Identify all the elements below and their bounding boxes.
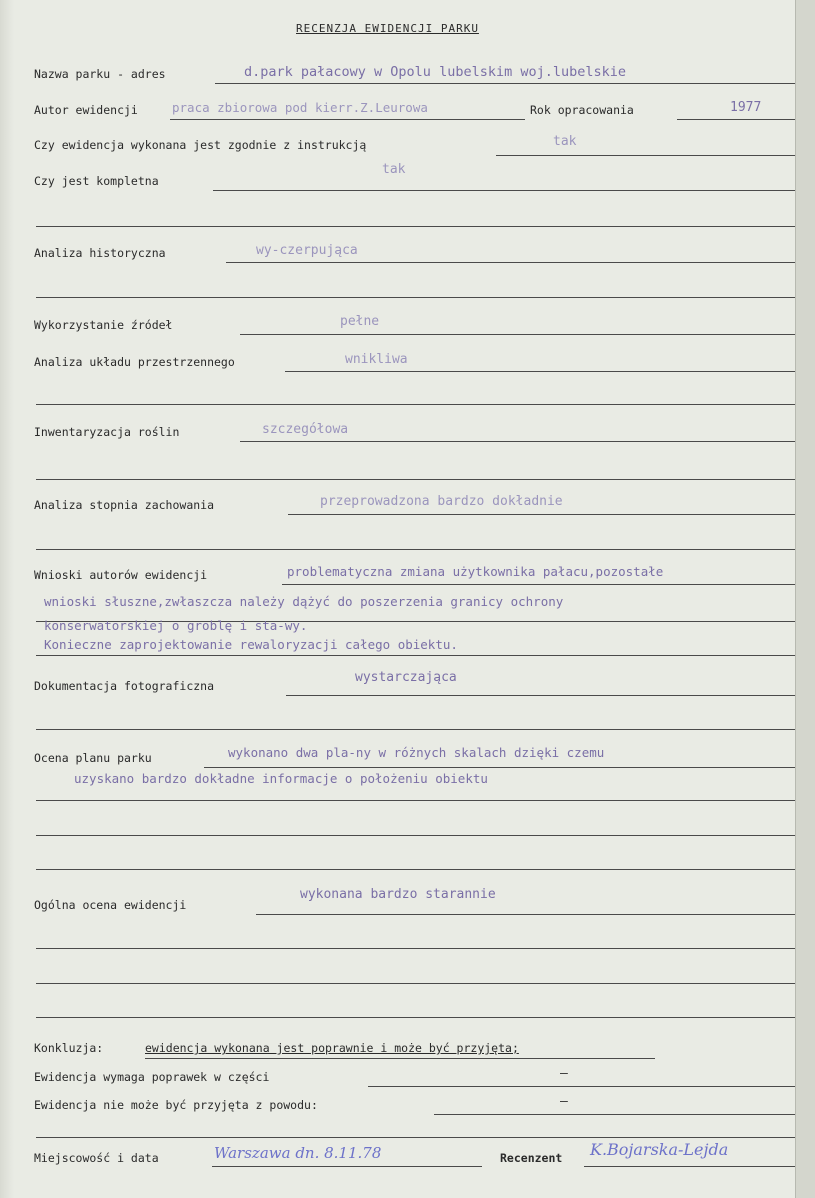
reviewer-line	[584, 1166, 795, 1167]
corrections-value: —	[560, 1066, 568, 1081]
plan-label: Ocena planu parku	[34, 751, 152, 765]
corrections-label: Ewidencja wymaga poprawek w części	[34, 1070, 270, 1084]
plants-line	[240, 441, 795, 442]
blank-line-3	[36, 404, 795, 405]
conclusions-line-1	[282, 584, 795, 585]
rejection-line	[434, 1114, 795, 1115]
blank-line-10	[36, 983, 795, 984]
plan-line-1	[204, 767, 795, 768]
rejection-label: Ewidencja nie może być przyjęta z powodu:	[34, 1098, 318, 1112]
park-name-value: d.park pałacowy w Opolu lubelskim woj.lubelskie	[244, 64, 627, 80]
layout-label: Analiza układu przestrzennego	[34, 355, 235, 369]
complete-label: Czy jest kompletna	[34, 174, 159, 188]
blank-line-4	[36, 479, 795, 480]
conclusions-line-3	[36, 655, 795, 656]
paper-left-shadow	[0, 0, 14, 1198]
preservation-value: przeprowadzona bardzo dokładnie	[320, 494, 563, 509]
place-date-value: Warszawa dn. 8.11.78	[214, 1144, 382, 1162]
form-title: RECENZJA EWIDENCJI PARKU	[296, 22, 479, 35]
complete-value: tak	[382, 162, 406, 177]
blank-line-1	[36, 226, 795, 227]
photo-doc-line	[286, 695, 795, 696]
preservation-label: Analiza stopnia zachowania	[34, 498, 215, 512]
year-label: Rok opracowania	[530, 103, 634, 117]
blank-line-5	[36, 549, 795, 550]
conclusions-text-2: wnioski słuszne,zwłaszcza należy dążyć do poszerzenia granicy ochrony	[44, 594, 564, 609]
paper-right-edge	[795, 0, 815, 1198]
plan-text-1: wykonano dwa pla-ny w różnych skalach dzięki czemu	[228, 745, 605, 760]
plan-line-2	[36, 800, 795, 801]
year-line	[677, 119, 795, 120]
photo-doc-value: wystarczająca	[355, 670, 457, 685]
historical-line	[226, 262, 795, 263]
overall-value: wykonana bardzo starannie	[300, 887, 496, 902]
conclusions-text-1: problematyczna zmiana użytkownika pałacu,pozostałe	[287, 564, 664, 579]
blank-line-8	[36, 869, 795, 870]
sources-label: Wykorzystanie źródeł	[34, 318, 173, 332]
conclusion-label: Konkluzja:	[34, 1041, 104, 1055]
place-date-line	[212, 1166, 482, 1167]
author-label: Autor ewidencji	[34, 103, 138, 117]
blank-line-11	[36, 1017, 795, 1018]
conclusions-text-3: konserwatorskiej o groblę i sta-wy.	[44, 618, 308, 633]
plan-text-2: uzyskano bardzo dokładne informacje o położeniu obiektu	[74, 771, 488, 786]
overall-line	[256, 914, 795, 915]
instruction-label: Czy ewidencja wykonana jest zgodnie z instrukcją	[34, 138, 367, 152]
corrections-line	[368, 1086, 795, 1087]
historical-value: wy-czerpująca	[256, 243, 358, 258]
overall-label: Ogólna ocena ewidencji	[34, 898, 187, 912]
blank-line-7	[36, 835, 795, 836]
conclusions-label: Wnioski autorów ewidencji	[34, 568, 208, 582]
sources-value: pełne	[340, 314, 380, 329]
conclusion-text: ewidencja wykonana jest poprawnie i może być przyjęta;	[145, 1041, 519, 1055]
historical-label: Analiza historyczna	[34, 246, 166, 260]
blank-line-9	[36, 948, 795, 949]
blank-line-2	[36, 297, 795, 298]
instruction-value: tak	[553, 134, 577, 149]
preservation-line	[288, 514, 795, 515]
place-date-label: Miejscowość i data	[34, 1151, 159, 1165]
reviewer-signature: K.Bojarska-Lejda	[590, 1140, 729, 1159]
blank-line-12	[36, 1137, 795, 1138]
sources-line	[240, 334, 795, 335]
plants-value: szczegółowa	[262, 422, 349, 437]
year-value: 1977	[730, 100, 762, 115]
instruction-line	[496, 155, 795, 156]
blank-line-6	[36, 729, 795, 730]
complete-line	[213, 190, 795, 191]
layout-value: wnikliwa	[345, 352, 408, 367]
conclusions-text-4: Konieczne zaprojektowanie rewaloryzacji całego obiektu.	[44, 637, 458, 652]
author-line	[170, 119, 525, 120]
author-value: praca zbiorowa pod kierr.Z.Leurowa	[172, 100, 428, 115]
photo-doc-label: Dokumentacja fotograficzna	[34, 679, 215, 693]
reviewer-label: Recenzent	[500, 1151, 563, 1165]
plants-label: Inwentaryzacja roślin	[34, 425, 180, 439]
rejection-value: —	[560, 1094, 568, 1109]
park-name-line	[215, 83, 795, 84]
layout-line	[285, 371, 795, 372]
conclusion-line	[145, 1058, 655, 1059]
park-name-label: Nazwa parku - adres	[34, 67, 166, 81]
